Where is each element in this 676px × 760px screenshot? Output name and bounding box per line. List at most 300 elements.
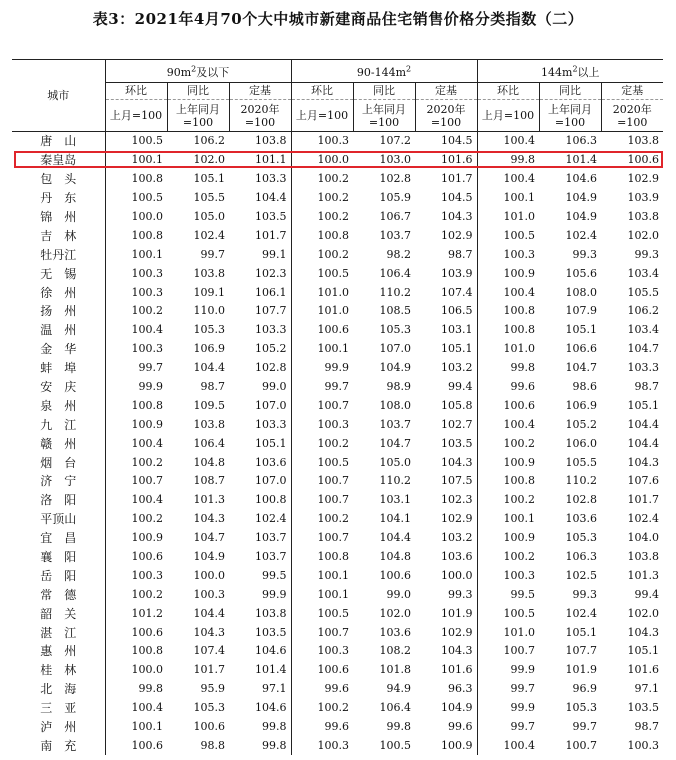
base-header-base: 2020年 =100 [601,100,663,132]
value-cell: 100.9 [131,417,163,431]
value-cell: 102.0 [627,606,660,620]
value-cell: 102.4 [193,228,225,242]
value-cell: 103.3 [255,323,287,337]
value-cell: 106.6 [565,342,598,356]
value-cell: 104.7 [565,361,598,375]
value-cell: 100.1 [291,585,353,604]
value-cell: 102.0 [379,606,412,620]
value-cell: 107.9 [565,304,598,318]
value-cell: 100.7 [477,642,539,661]
value-cell: 101.1 [255,153,287,167]
value-cell: 103.9 [441,266,473,280]
value-cell: 103.8 [255,606,287,620]
value-cell: 104.4 [193,606,225,620]
table-row [12,321,663,340]
value-cell: 102.8 [255,361,287,375]
value-cell: 100.4 [477,283,539,302]
value-cell: 103.4 [627,266,660,280]
value-cell: 100.3 [131,342,163,356]
value-cell: 100.2 [131,587,163,601]
value-cell: 104.5 [441,191,473,205]
value-cell: 103.2 [441,531,473,545]
value-cell: 105.1 [565,323,598,337]
city-cell: 锦 州 [12,208,105,227]
value-cell: 102.5 [565,568,598,582]
city-cell: 南 充 [12,737,105,756]
value-cell: 100.4 [131,436,163,450]
value-cell: 110.2 [379,285,412,299]
value-cell: 101.0 [477,623,539,642]
base-header-mom: 上月=100 [477,100,539,132]
value-cell: 104.4 [193,361,225,375]
city-column-header: 城市 [12,60,105,132]
value-cell: 103.5 [255,210,287,223]
value-cell: 100.9 [441,738,473,752]
value-cell: 98.8 [200,738,225,752]
value-cell: 107.2 [379,134,412,148]
value-cell: 98.7 [634,380,660,394]
sub-header-mom: 环比 [105,83,167,100]
value-cell: 106.4 [193,436,225,450]
value-cell: 99.6 [477,378,539,397]
value-cell: 106.1 [255,285,287,299]
value-cell: 100.3 [627,738,660,752]
value-cell: 99.3 [634,247,660,261]
value-cell: 102.4 [565,228,598,242]
value-cell: 100.4 [477,415,539,434]
value-cell: 100.6 [291,661,353,680]
value-cell: 99.9 [138,380,163,394]
city-cell: 济 宁 [12,472,105,491]
value-cell: 100.2 [477,491,539,510]
value-cell: 100.4 [131,493,163,507]
value-cell: 101.6 [441,153,473,167]
value-cell: 100.7 [291,491,353,510]
value-cell: 101.7 [255,228,287,242]
value-cell: 106.2 [193,134,225,148]
value-cell: 103.6 [255,455,287,469]
value-cell: 103.8 [627,134,660,148]
value-cell: 109.5 [193,398,225,412]
value-cell: 104.8 [379,550,412,564]
value-cell: 100.2 [131,512,163,526]
table-row [12,585,663,604]
value-cell: 100.6 [131,550,163,564]
city-cell: 三 亚 [12,699,105,718]
value-cell: 104.6 [255,701,287,715]
value-cell: 96.9 [572,682,598,696]
value-cell: 100.6 [193,720,225,734]
value-cell: 94.9 [386,682,412,696]
value-cell: 100.3 [477,245,539,264]
value-cell: 104.7 [193,531,225,545]
value-cell: 98.7 [200,380,225,394]
table-row [12,699,663,718]
value-cell: 107.6 [627,474,660,488]
value-cell: 105.3 [193,701,225,715]
value-cell: 101.9 [441,606,473,620]
value-cell: 105.2 [565,417,598,431]
value-cell: 108.0 [565,285,598,299]
value-cell: 99.9 [477,699,539,718]
value-cell: 103.6 [441,550,473,564]
value-cell: 102.7 [441,417,473,431]
city-cell: 洛 阳 [12,491,105,510]
value-cell: 106.9 [565,398,598,412]
city-cell: 包 头 [12,170,105,189]
base-header-yoy: 上年同月 =100 [353,100,415,132]
value-cell: 107.4 [441,285,473,299]
value-cell: 104.7 [627,342,660,356]
value-cell: 103.7 [379,228,412,242]
value-cell: 104.3 [627,455,660,469]
value-cell: 100.9 [131,531,163,545]
value-cell: 99.1 [262,247,287,261]
value-cell: 103.8 [193,266,225,280]
value-cell: 99.8 [262,738,287,752]
value-cell: 104.3 [441,644,473,658]
value-cell: 103.8 [255,134,287,148]
value-cell: 103.0 [379,153,412,167]
table-row [12,378,663,397]
value-cell: 105.9 [379,191,412,205]
city-cell: 吉 林 [12,226,105,245]
sub-header-yoy: 同比 [539,83,601,100]
value-cell: 103.2 [441,361,473,375]
value-cell: 103.8 [627,210,660,223]
value-cell: 105.0 [379,455,412,469]
value-cell: 103.8 [627,550,660,564]
value-cell: 99.6 [291,718,353,737]
value-cell: 103.3 [255,172,287,186]
value-cell: 103.3 [255,417,287,431]
value-cell: 100.9 [477,529,539,548]
value-cell: 105.8 [441,398,473,412]
value-cell: 100.9 [477,264,539,283]
value-cell: 102.4 [565,606,598,620]
city-cell: 韶 关 [12,604,105,623]
value-cell: 100.7 [131,474,163,488]
value-cell: 105.3 [565,531,598,545]
value-cell: 98.9 [386,380,412,394]
value-cell: 98.7 [634,720,660,734]
value-cell: 100.4 [131,323,163,337]
value-cell: 100.6 [131,625,163,639]
value-cell: 100.1 [477,510,539,529]
base-header-mom: 上月=100 [291,100,353,132]
sub-header-yoy: 同比 [353,83,415,100]
value-cell: 101.0 [291,283,353,302]
city-cell: 岳 阳 [12,566,105,585]
value-cell: 104.9 [441,701,473,715]
value-cell: 106.3 [565,134,598,148]
city-cell: 温 州 [12,321,105,340]
value-cell: 105.3 [193,323,225,337]
value-cell: 99.6 [291,680,353,699]
value-cell: 99.8 [138,682,163,696]
table-row [12,170,663,189]
value-cell: 102.9 [441,228,473,242]
city-cell: 北 海 [12,680,105,699]
value-cell: 110.2 [379,474,412,488]
table-title: 表3：2021年4月70个大中城市新建商品住宅销售价格分类指数（二） [92,10,584,28]
value-cell: 100.1 [291,340,353,359]
value-cell: 100.3 [477,566,539,585]
table-row [12,132,663,151]
value-cell: 100.6 [379,568,412,582]
value-cell: 103.5 [441,436,473,450]
table-row [12,548,663,567]
value-cell: 104.0 [627,531,660,545]
value-cell: 100.2 [291,189,353,208]
city-cell: 烟 台 [12,453,105,472]
price-index-table [12,59,663,755]
value-cell: 103.6 [379,625,412,639]
value-cell: 100.8 [131,172,163,186]
value-cell: 100.7 [291,396,353,415]
value-cell: 100.2 [291,699,353,718]
value-cell: 100.5 [379,738,412,752]
value-cell: 100.0 [131,663,163,677]
value-cell: 102.4 [627,512,660,526]
group-header-small: $90m^2$及以下 [105,60,291,83]
value-cell: 104.9 [193,550,225,564]
value-cell: 103.8 [193,417,225,431]
value-cell: 102.3 [255,266,287,280]
value-cell: 100.1 [477,189,539,208]
value-cell: 101.2 [131,606,163,620]
value-cell: 99.7 [200,247,225,261]
value-cell: 105.3 [565,701,598,715]
value-cell: 100.7 [291,623,353,642]
value-cell: 101.4 [255,663,287,677]
value-cell: 107.4 [193,644,225,658]
city-cell: 常 德 [12,585,105,604]
value-cell: 102.9 [441,625,473,639]
table-row [12,604,663,623]
value-cell: 106.2 [627,304,660,318]
value-cell: 100.5 [131,134,163,148]
value-cell: 104.7 [379,436,412,450]
value-cell: 100.3 [131,285,163,299]
group-header-medium: $90-144m^2$ [291,60,477,83]
city-cell: 秦皇岛 [12,151,105,170]
table-row [12,245,663,264]
value-cell: 99.7 [477,680,539,699]
value-cell: 104.4 [627,417,660,431]
base-header-base: 2020年 =100 [415,100,477,132]
value-cell: 100.4 [477,170,539,189]
sub-header-base: 定基 [229,83,291,100]
value-cell: 100.1 [131,247,163,261]
value-cell: 101.7 [441,172,473,186]
value-cell: 96.3 [448,682,473,696]
value-cell: 100.2 [291,245,353,264]
value-cell: 100.3 [131,266,163,280]
value-cell: 100.3 [131,568,163,582]
value-cell: 99.8 [262,720,287,734]
sub-header-base: 定基 [415,83,477,100]
value-cell: 106.7 [379,210,412,223]
value-cell: 105.0 [193,210,225,223]
table-row [12,623,663,642]
sub-header-mom: 环比 [477,83,539,100]
value-cell: 97.1 [634,682,660,696]
base-header-yoy: 上年同月 =100 [539,100,601,132]
city-cell: 平顶山 [12,510,105,529]
value-cell: 105.1 [565,625,598,639]
value-cell: 99.7 [572,720,598,734]
value-cell: 100.8 [291,226,353,245]
value-cell: 100.8 [131,644,163,658]
value-cell: 107.7 [255,304,287,318]
value-cell: 99.4 [448,380,473,394]
value-cell: 104.6 [255,644,287,658]
value-cell: 102.4 [255,512,287,526]
value-cell: 100.2 [477,434,539,453]
city-cell: 赣 州 [12,434,105,453]
city-cell: 扬 州 [12,302,105,321]
table-body [12,132,663,756]
city-cell: 九 江 [12,415,105,434]
table-row [12,737,663,756]
value-cell: 101.0 [477,340,539,359]
city-cell: 徐 州 [12,283,105,302]
value-cell: 104.9 [565,210,598,223]
value-cell: 100.2 [291,434,353,453]
value-cell: 100.6 [477,396,539,415]
value-cell: 105.5 [193,191,225,205]
table-row [12,434,663,453]
table-row [12,472,663,491]
table-row [12,283,663,302]
value-cell: 105.5 [627,285,660,299]
value-cell: 101.0 [477,208,539,227]
value-cell: 99.3 [572,587,598,601]
value-cell: 104.4 [627,436,660,450]
value-cell: 108.0 [379,398,412,412]
value-cell: 99.3 [572,247,598,261]
value-cell: 102.0 [627,228,660,242]
value-cell: 108.2 [379,644,412,658]
value-cell: 100.1 [131,720,163,734]
value-cell: 103.7 [255,531,287,545]
value-cell: 101.7 [627,493,660,507]
city-cell: 蚌 埠 [12,359,105,378]
value-cell: 105.1 [193,172,225,186]
value-cell: 100.8 [477,302,539,321]
value-cell: 100.2 [291,170,353,189]
value-cell: 103.4 [627,323,660,337]
city-cell: 泸 州 [12,718,105,737]
table-row [12,340,663,359]
value-cell: 110.2 [565,474,598,488]
value-cell: 99.6 [448,720,473,734]
value-cell: 106.4 [379,266,412,280]
value-cell: 100.4 [131,701,163,715]
value-cell: 100.3 [193,587,225,601]
value-cell: 102.8 [379,172,412,186]
table-row [12,302,663,321]
value-cell: 103.9 [627,191,660,205]
value-cell: 103.5 [255,625,287,639]
value-cell: 104.9 [565,191,598,205]
value-cell: 102.9 [627,172,660,186]
value-cell: 107.0 [379,342,412,356]
value-cell: 100.2 [131,304,163,318]
value-cell: 103.3 [627,361,660,375]
value-cell: 100.4 [477,132,539,151]
table-row [12,491,663,510]
value-cell: 104.9 [379,361,412,375]
value-cell: 103.7 [379,417,412,431]
base-header-base: 2020年 =100 [229,100,291,132]
city-cell: 唐 山 [12,132,105,151]
value-cell: 100.8 [255,493,287,507]
value-cell: 100.5 [477,226,539,245]
value-cell: 99.7 [138,361,163,375]
city-cell: 湛 江 [12,623,105,642]
value-cell: 104.3 [441,455,473,469]
value-cell: 102.3 [441,493,473,507]
value-cell: 100.2 [291,510,353,529]
table-row [12,226,663,245]
value-cell: 107.0 [255,398,287,412]
value-cell: 98.2 [386,247,412,261]
value-cell: 104.5 [441,134,473,148]
value-cell: 99.0 [262,380,287,394]
value-cell: 100.9 [477,453,539,472]
table-row [12,529,663,548]
value-cell: 101.8 [379,663,412,677]
table-header [12,60,663,132]
value-cell: 105.1 [627,398,660,412]
value-cell: 109.1 [193,285,225,299]
table-row [12,396,663,415]
table-row [12,189,663,208]
value-cell: 99.8 [477,359,539,378]
value-cell: 105.3 [379,323,412,337]
value-cell: 104.4 [255,191,287,205]
value-cell: 100.0 [193,568,225,582]
value-cell: 101.3 [627,568,660,582]
value-cell: 104.3 [441,210,473,223]
value-cell: 104.3 [193,625,225,639]
value-cell: 105.1 [441,342,473,356]
value-cell: 103.7 [255,550,287,564]
value-cell: 97.1 [262,682,287,696]
value-cell: 108.7 [193,474,225,488]
value-cell: 100.3 [291,415,353,434]
table-row [12,661,663,680]
value-cell: 106.9 [193,342,225,356]
value-cell: 104.8 [193,455,225,469]
base-header-yoy: 上年同月 =100 [167,100,229,132]
value-cell: 100.1 [131,153,163,167]
table-row [12,680,663,699]
value-cell: 101.4 [565,153,598,167]
value-cell: 99.0 [386,587,412,601]
value-cell: 100.4 [477,737,539,756]
value-cell: 104.4 [379,531,412,545]
value-cell: 99.5 [262,568,287,582]
value-cell: 106.4 [379,701,412,715]
value-cell: 101.9 [565,663,598,677]
sub-header-row [12,83,663,100]
value-cell: 100.3 [291,642,353,661]
value-cell: 105.6 [565,266,598,280]
value-cell: 100.6 [131,738,163,752]
